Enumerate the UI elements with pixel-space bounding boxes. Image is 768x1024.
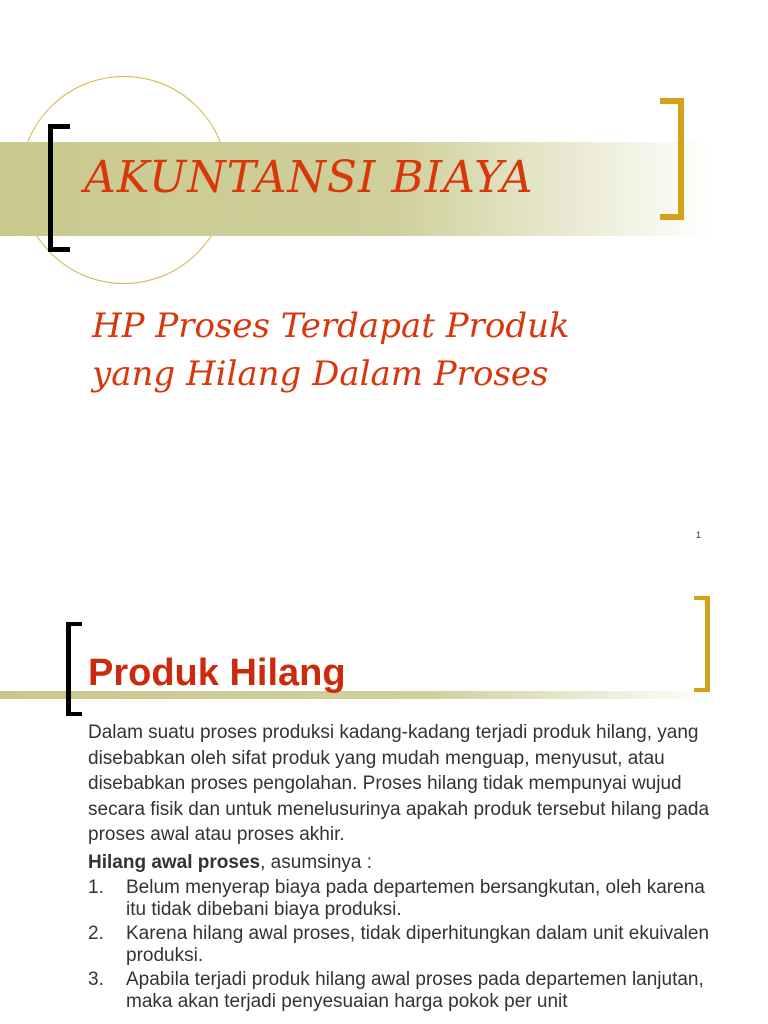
left-bracket-decoration bbox=[66, 622, 82, 716]
subtitle-line-2: yang Hilang Dalam Proses bbox=[92, 354, 549, 394]
slide-2 bbox=[0, 560, 768, 1024]
list-item-text: Apabila terjadi produk hilang awal proses pada departemen lanjutan, maka akan terjadi penyesuaian harga pokok per unit bbox=[126, 969, 704, 1012]
slide-title: AKUNTANSI BIAYA bbox=[84, 152, 534, 203]
right-bracket-decoration bbox=[660, 98, 684, 220]
intro-paragraph: Dalam suatu proses produksi kadang-kadang terjadi produk hilang, yang disebabkan oleh sifat produk yang mudah menguap, menyusut, atau disebabkan proses pengolahan. Proses hilang tidak mempunyai wujud secara fisik dan untuk menelusurinya apakah produk tersebut hilang pada proses awal atau proses akhir. bbox=[88, 722, 710, 845]
list-item bbox=[88, 877, 716, 921]
subheading-bold: Hilang awal proses bbox=[88, 851, 261, 873]
assumption-list bbox=[88, 877, 716, 1013]
slide-number: 1 bbox=[696, 530, 702, 540]
list-item bbox=[88, 969, 716, 1013]
left-bracket-decoration bbox=[48, 124, 70, 252]
subheading bbox=[88, 850, 716, 876]
subtitle-line-1: HP Proses Terdapat Produk bbox=[92, 306, 570, 346]
list-item bbox=[88, 923, 716, 967]
slide-heading: Produk Hilang bbox=[88, 652, 346, 694]
subheading-rest: , asumsinya : bbox=[260, 851, 373, 873]
slide-subtitle bbox=[92, 302, 732, 398]
list-item-text: Karena hilang awal proses, tidak diperhitungkan dalam unit ekuivalen produksi. bbox=[126, 923, 710, 966]
slide-content bbox=[88, 720, 716, 1015]
list-item-text: Belum menyerap biaya pada departemen bersangkutan, oleh karena itu tidak dibebani biaya produksi. bbox=[126, 877, 705, 920]
list-item-number: 2. bbox=[88, 923, 104, 944]
right-bracket-decoration bbox=[694, 596, 710, 692]
list-item-number: 3. bbox=[88, 969, 104, 990]
list-item-number: 1. bbox=[88, 877, 104, 898]
